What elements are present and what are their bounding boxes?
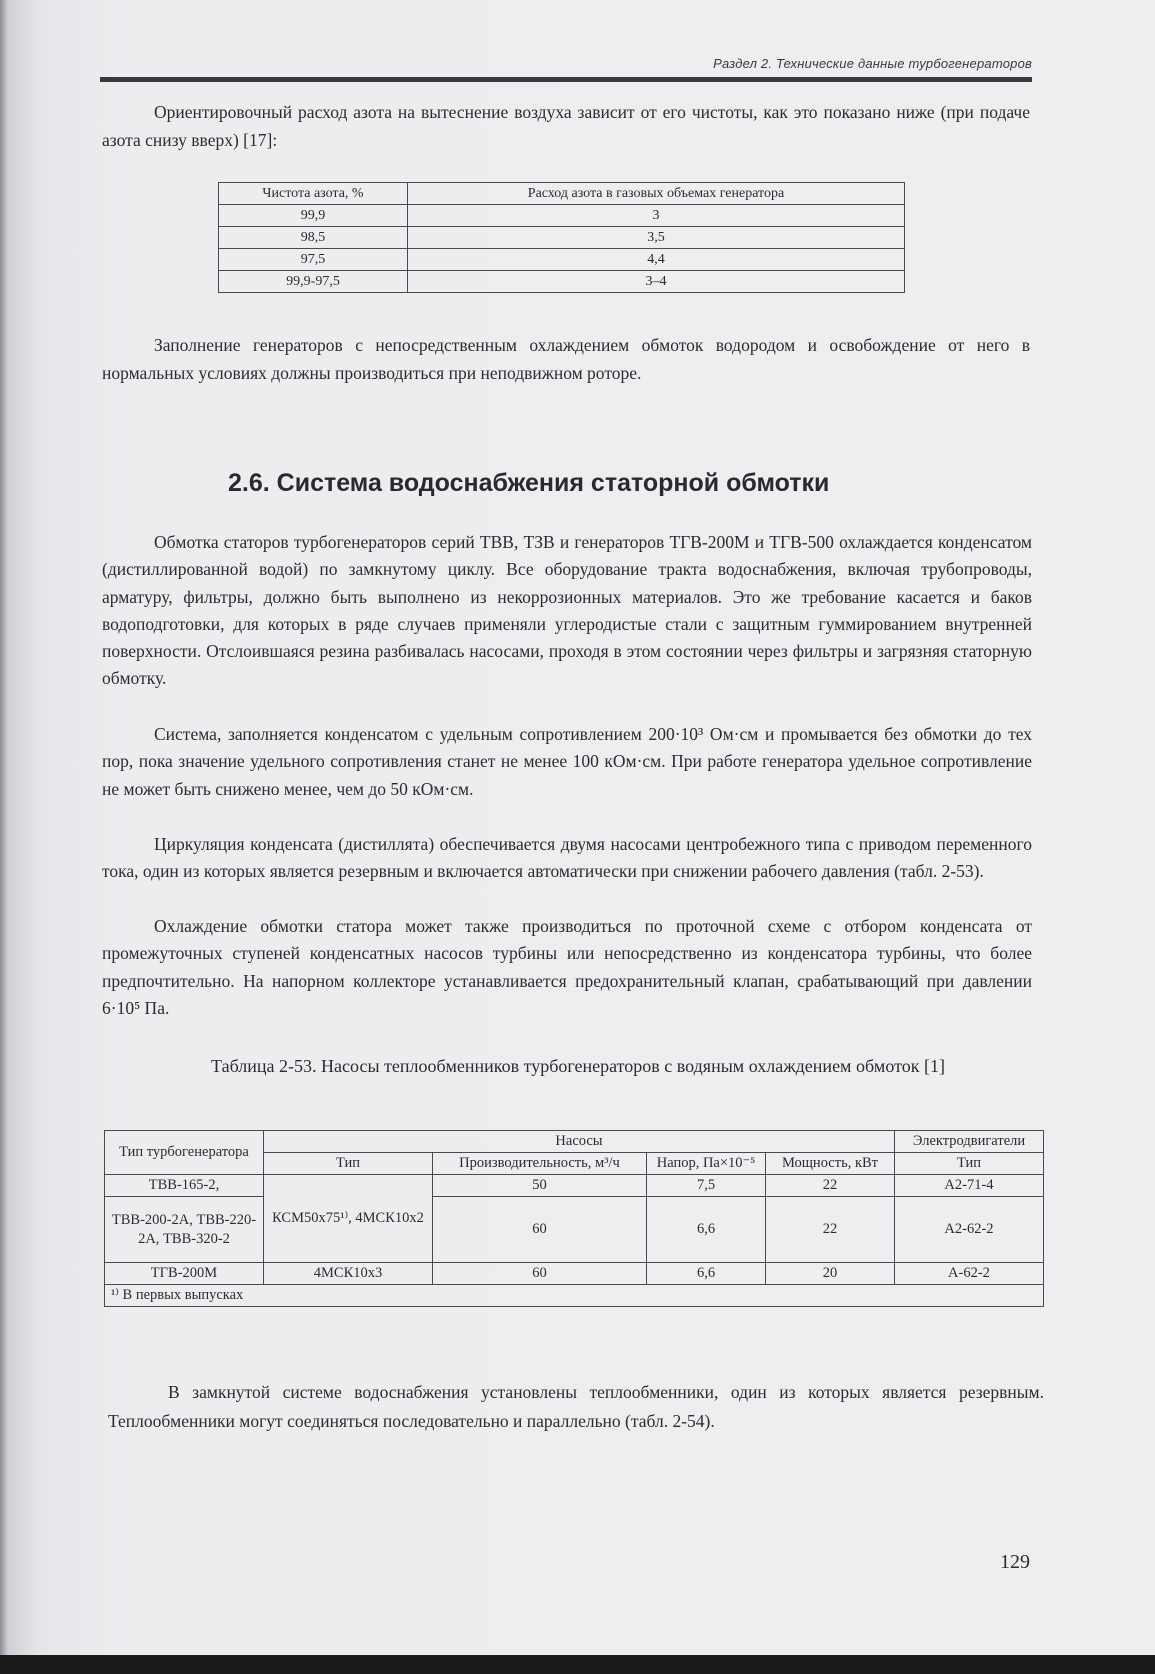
footnote-row — [105, 1285, 1044, 1307]
motor-cell: А2-71-4 — [895, 1175, 1044, 1197]
running-head: Раздел 2. Технические данные турбогенераторов — [713, 56, 1032, 71]
section-paragraph: Циркуляция конденсата (дистиллята) обеспечивается двумя насосами центробежного типа с приводом переменного тока, один из которых является резервным и включается автоматически при снижении рабочего давления (табл. 2-53). — [102, 834, 1032, 882]
purity-cell: 99,9-97,5 — [219, 271, 408, 293]
table-caption: Таблица 2-53. Насосы теплообменников турбогенераторов с водяным охлаждением обмоток [1] — [211, 1056, 945, 1076]
table-row — [105, 1175, 1044, 1197]
header-head: Напор, Па×10⁻⁵ — [647, 1153, 766, 1175]
power-cell: 20 — [766, 1263, 895, 1285]
section-heading: 2.6. Система водоснабжения статорной обмотки — [228, 469, 830, 497]
generator-cell: ТВВ-165-2, — [105, 1175, 264, 1197]
motor-cell: А2-62-2 — [895, 1197, 1044, 1263]
pump-type-cell: КСМ50х75¹⁾, 4МСК10х2 — [264, 1175, 433, 1263]
table-row — [219, 227, 905, 249]
header-pump-type: Тип — [264, 1153, 433, 1175]
table-row — [219, 205, 905, 227]
capacity-cell: 50 — [433, 1175, 647, 1197]
header-power: Мощность, кВт — [766, 1153, 895, 1175]
purity-cell: 98,5 — [219, 227, 408, 249]
header-pumps-group: Насосы — [264, 1131, 895, 1153]
header-motor-type: Тип — [895, 1153, 1044, 1175]
purity-cell: 99,9 — [219, 205, 408, 227]
header-capacity: Производительность, м³/ч — [433, 1153, 647, 1175]
closing-paragraph: В замкнутой системе водоснабжения установлены теплообменники, один из которых является резервным. Теплообменники могут соединяться последовательно и параллельно (табл. 2-54). — [108, 1382, 1044, 1431]
section-paragraph: Обмотка статоров турбогенераторов серий ТВВ, ТЗВ и генераторов ТГВ-200М и ТГВ-500 охлаждается конденсатом (дистиллированной водой) по замкнутому циклу. Все оборудование тракта водоснабжения, включая трубопроводы, арматуру, фильтры, должно быть выполнено из некоррозионных материалов. Это же требование касается и баков водоподготовки, для которых в ряде случаев применяли углеродистые стали с защитным гуммированием внутренней поверхности. Отслоившаяся резина разбивалась насосами, проходя в этом состоянии через фильтры и загрязняя статорную обмотку. — [102, 532, 1032, 689]
power-cell: 22 — [766, 1197, 895, 1263]
header-consumption: Расход азота в газовых объемах генератора — [408, 183, 905, 205]
table-row — [219, 249, 905, 271]
page-number: 129 — [1000, 1551, 1030, 1573]
power-cell: 22 — [766, 1175, 895, 1197]
motor-cell: А-62-2 — [895, 1263, 1044, 1285]
header-rule — [100, 77, 1032, 82]
section-paragraph: Охлаждение обмотки статора может также производиться по проточной схеме с отбором конденсата от промежуточных ступеней конденсатных насосов турбины или непосредственно из конденсатора турбины, что более предпочтительно. На напорном коллекторе устанавливается предохранительный клапан, срабатывающий при давлении 6·10⁵ Па. — [102, 916, 1032, 1018]
scan-bottom-edge — [0, 1655, 1155, 1674]
pumps-table — [104, 1130, 1044, 1307]
intro-paragraph: Ориентировочный расход азота на вытеснение воздуха зависит от его чистоты, как это показано ниже (при подаче азота снизу вверх) [17]: — [102, 102, 1030, 150]
table-footnote: ¹⁾ В первых выпусках — [105, 1285, 1044, 1307]
head-cell: 6,6 — [647, 1263, 766, 1285]
header-motors-group: Электродвигатели — [895, 1131, 1044, 1153]
pump-type-cell: 4МСК10х3 — [264, 1263, 433, 1285]
head-cell: 7,5 — [647, 1175, 766, 1197]
table-row — [105, 1197, 1044, 1263]
header-generator-type: Тип турбогенератора — [105, 1131, 264, 1175]
generator-cell: ТВВ-200-2А, ТВВ-220-2А, ТВВ-320-2 — [105, 1197, 264, 1263]
page-spine-shadow — [0, 0, 8, 1655]
table-row — [105, 1263, 1044, 1285]
filling-paragraph: Заполнение генераторов с непосредственным охлаждением обмоток водородом и освобождение от него в нормальных условиях должны производиться при неподвижном роторе. — [102, 335, 1030, 383]
capacity-cell: 60 — [433, 1197, 647, 1263]
consumption-cell: 3 — [408, 205, 905, 227]
generator-cell: ТГВ-200М — [105, 1263, 264, 1285]
nitrogen-table — [218, 182, 905, 293]
header-purity: Чистота азота, % — [219, 183, 408, 205]
table-header-row — [219, 183, 905, 205]
table-row — [219, 271, 905, 293]
purity-cell: 97,5 — [219, 249, 408, 271]
consumption-cell: 3–4 — [408, 271, 905, 293]
head-cell: 6,6 — [647, 1197, 766, 1263]
capacity-cell: 60 — [433, 1263, 647, 1285]
consumption-cell: 4,4 — [408, 249, 905, 271]
consumption-cell: 3,5 — [408, 227, 905, 249]
group-header-row — [105, 1131, 1044, 1153]
section-paragraph: Система, заполняется конденсатом с удельным сопротивлением 200·10³ Ом·см и промывается без обмотки до тех пор, пока значение удельного сопротивления станет не менее 100 кОм·см. При работе генератора удельное сопротивление не может быть снижено менее, чем до 50 кОм·см. — [102, 724, 1032, 799]
